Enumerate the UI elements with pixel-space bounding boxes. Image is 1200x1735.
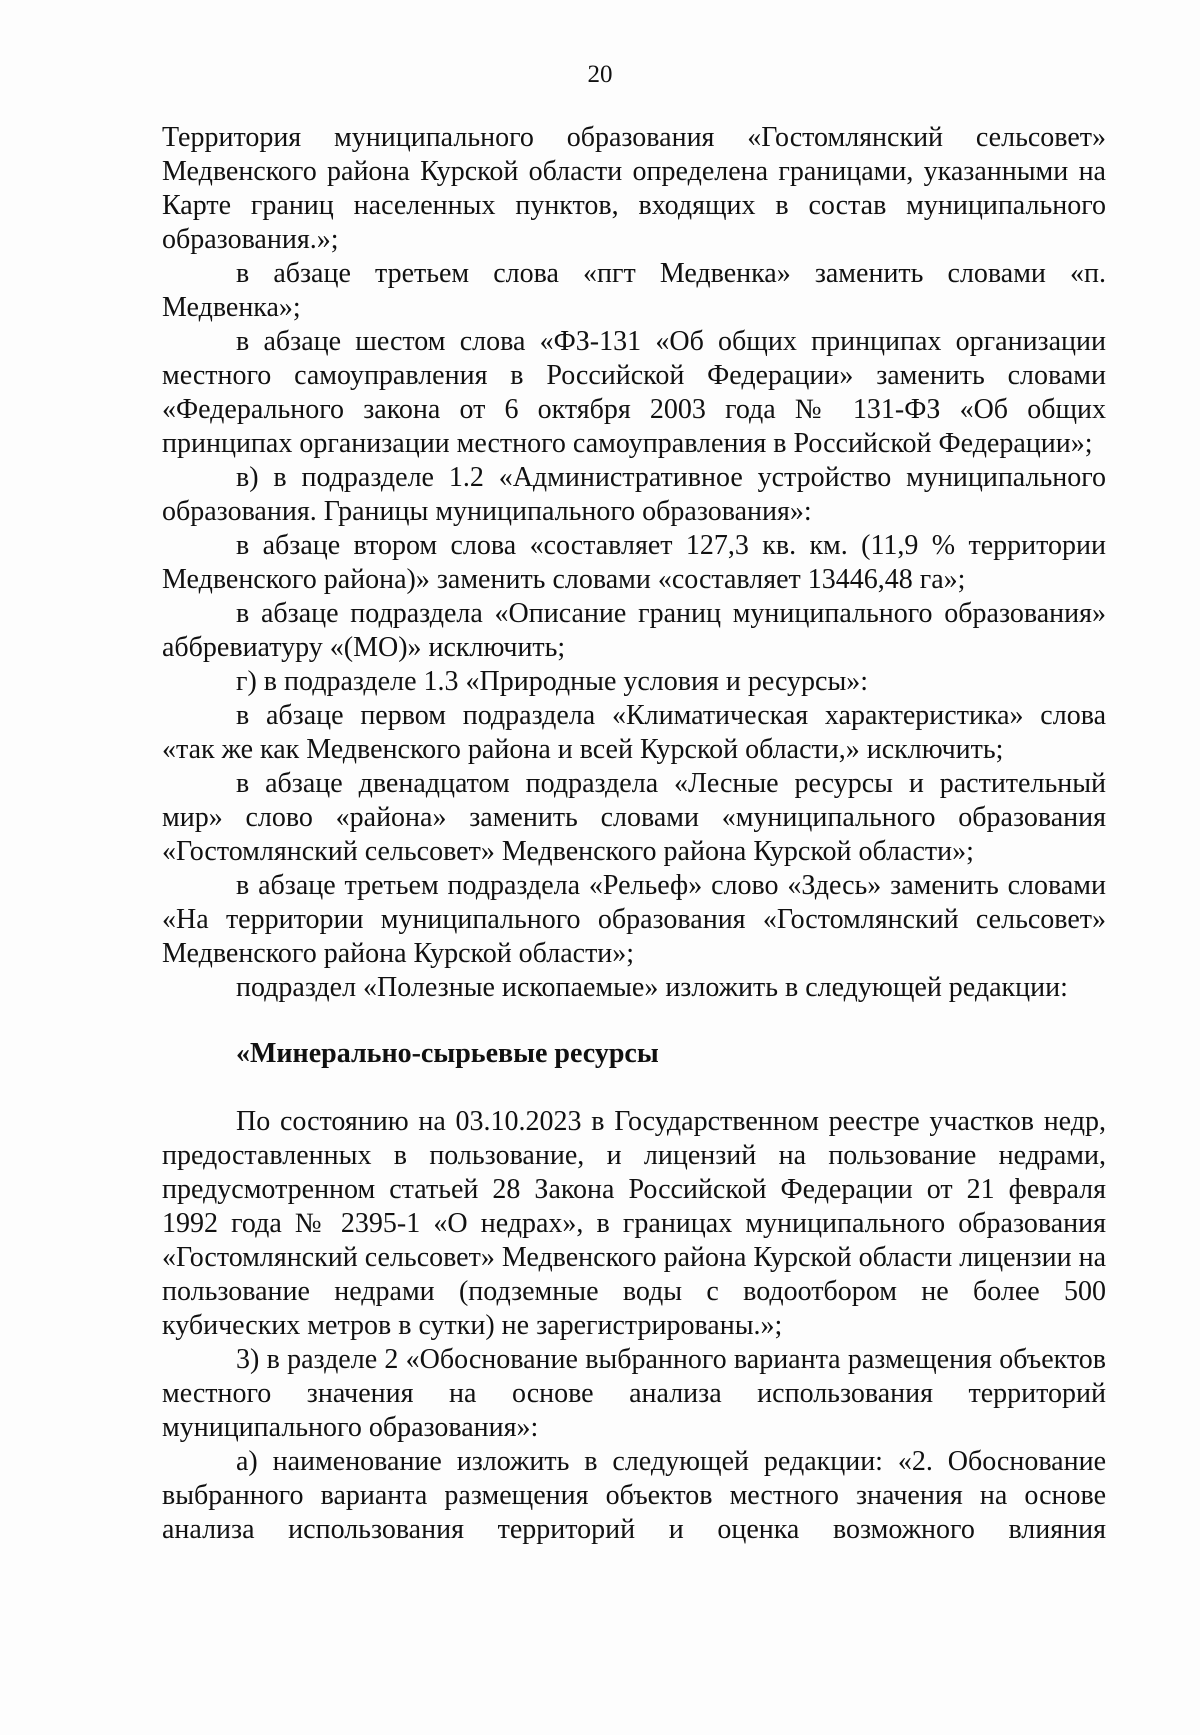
paragraph: Территория муниципального образования «Гостомлянский сельсовет» Медвенского района Курской области определена границами, указанными на Карте границ населенных пунктов, входящих в состав муниципального образования.»; (162, 122, 1106, 255)
paragraph: По состоянию на 03.10.2023 в Государственном реестре участков недр, предоставленных в пользование, и лицензий на пользование недрами, предусмотренном статьей 28 Закона Российской Федерации от 21 февраля 1992 года № 2395-1 «О недрах», в границах муниципального образования «Гостомлянский сельсовет» Медвенского района Курской области лицензии на пользование недрами (подземные воды с водоотбором не более 500 кубических метров в сутки) не зарегистрированы.»; (162, 1106, 1106, 1341)
page-number: 20 (587, 61, 613, 88)
paragraph: в абзаце подраздела «Описание границ муниципального образования» аббревиатуру «(МО)» исключить; (162, 598, 1106, 663)
paragraph: в абзаце двенадцатом подраздела «Лесные ресурсы и растительный мир» слово «района» заменить словами «муниципального образования «Гостомлянский сельсовет» Медвенского района Курской области»; (162, 768, 1106, 867)
paragraph: в абзаце шестом слова «ФЗ-131 «Об общих принципах организации местного самоуправления в Российской Федерации» заменить словами «Федерального закона от 6 октября 2003 года № 131-ФЗ «Об общих принципах организации местного самоуправления в Российской Федерации»; (162, 326, 1106, 459)
paragraph: в абзаце втором слова «составляет 127,3 кв. км. (11,9 % территории Медвенского района)» заменить словами «составляет 13446,48 га»; (162, 530, 1106, 595)
paragraph: в абзаце третьем слова «пгт Медвенка» заменить словами «п. Медвенка»; (162, 258, 1106, 323)
paragraph: в) в подразделе 1.2 «Административное устройство муниципального образования. Границы муниципального образования»: (162, 462, 1106, 527)
paragraph: в абзаце третьем подраздела «Рельеф» слово «Здесь» заменить словами «На территории муниципального образования «Гостомлянский сельсовет» Медвенского района Курской области»; (162, 870, 1106, 969)
paragraph: в абзаце первом подраздела «Климатическая характеристика» слова «так же как Медвенского района и всей Курской области,» исключить; (162, 700, 1106, 765)
section-heading: «Минерально-сырьевые ресурсы (236, 1038, 659, 1069)
document-body (162, 121, 1106, 1547)
paragraph: 3) в разделе 2 «Обоснование выбранного варианта размещения объектов местного значения на основе анализа использования территорий муниципального образования»: (162, 1344, 1106, 1443)
paragraph: а) наименование изложить в следующей редакции: «2. Обоснование выбранного варианта размещения объектов местного значения на основе анализа использования территорий и оценка возможного влияния (162, 1446, 1106, 1545)
paragraph: подраздел «Полезные ископаемые» изложить в следующей редакции: (236, 972, 1068, 1003)
paragraph: г) в подразделе 1.3 «Природные условия и ресурсы»: (236, 666, 869, 697)
